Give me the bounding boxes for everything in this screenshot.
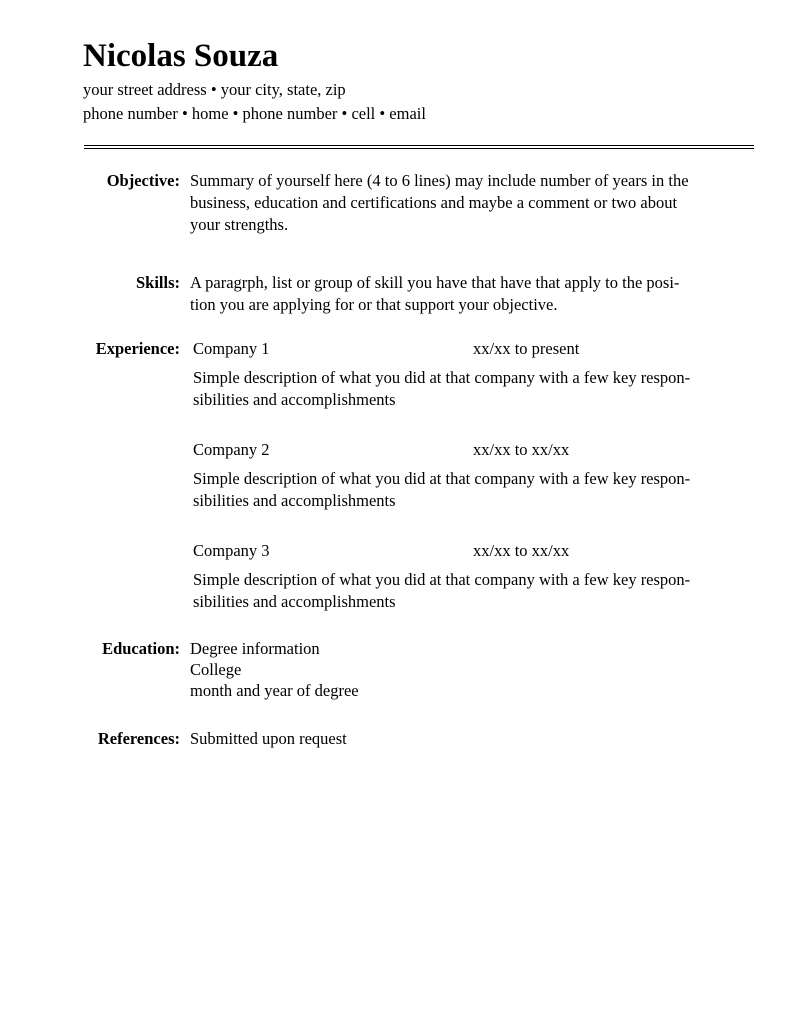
section-label-references: References:: [97, 729, 180, 748]
experience-description-line: sibilities and accomplishments: [193, 491, 396, 510]
contact-line: phone number • home • phone number • cell • email: [83, 104, 426, 123]
page-title: Nicolas Souza: [83, 38, 279, 74]
section-label-experience: Experience:: [95, 339, 180, 358]
experience-description-line: sibilities and accomplishments: [193, 592, 396, 611]
experience-description: [193, 468, 800, 512]
section-label-skills: Skills:: [135, 273, 180, 292]
section-body-education: [180, 638, 800, 701]
experience-description-line: sibilities and accomplishments: [193, 390, 396, 409]
experience-dates: xx/xx to present: [473, 339, 580, 358]
experience-description: [193, 367, 800, 411]
resume-body: [0, 170, 800, 750]
experience-entry-header: [193, 338, 800, 360]
section-body-skills: [180, 272, 800, 316]
divider-rule-top: [84, 145, 754, 146]
experience-description-line: Simple description of what you did at that company with a few key respon-: [193, 570, 691, 589]
section-label-objective: Objective:: [106, 171, 180, 190]
section-skills: [0, 272, 800, 316]
education-line: College: [190, 660, 242, 679]
experience-entry: [193, 338, 800, 411]
section-body-objective: [180, 170, 800, 236]
divider-rule-bottom: [84, 148, 754, 149]
section-body-experience: [180, 338, 800, 613]
section-experience: [0, 338, 800, 613]
section-label-education: Education:: [102, 639, 180, 658]
section-education: [0, 638, 800, 701]
education-line: month and year of degree: [190, 681, 359, 700]
experience-company: Company 2: [193, 440, 270, 459]
experience-description-line: Simple description of what you did at that company with a few key respon-: [193, 469, 691, 488]
experience-entry-header: [193, 439, 800, 461]
experience-entry-header: [193, 540, 800, 562]
education-line: Degree information: [190, 639, 320, 658]
resume-header: [83, 36, 755, 126]
objective-line: business, education and certifications and maybe a comment or two about: [190, 193, 678, 212]
objective-line: your strengths.: [190, 215, 289, 234]
experience-entry: [193, 439, 800, 512]
section-references: [0, 728, 800, 750]
experience-company: Company 3: [193, 541, 270, 560]
experience-dates: xx/xx to xx/xx: [473, 541, 570, 560]
skills-line: tion you are applying for or that support your objective.: [190, 295, 558, 314]
objective-line: Summary of yourself here (4 to 6 lines) may include number of years in the: [190, 171, 689, 190]
references-value: Submitted upon request: [190, 729, 347, 748]
section-objective: [0, 170, 800, 236]
experience-entry: [193, 540, 800, 613]
experience-description-line: Simple description of what you did at that company with a few key respon-: [193, 368, 691, 387]
skills-line: A paragrph, list or group of skill you have that have that apply to the posi-: [190, 273, 680, 292]
header-divider: [84, 145, 754, 149]
experience-company: Company 1: [193, 339, 270, 358]
experience-description: [193, 569, 800, 613]
experience-dates: xx/xx to xx/xx: [473, 440, 570, 459]
address-line: your street address • your city, state, zip: [83, 80, 346, 99]
